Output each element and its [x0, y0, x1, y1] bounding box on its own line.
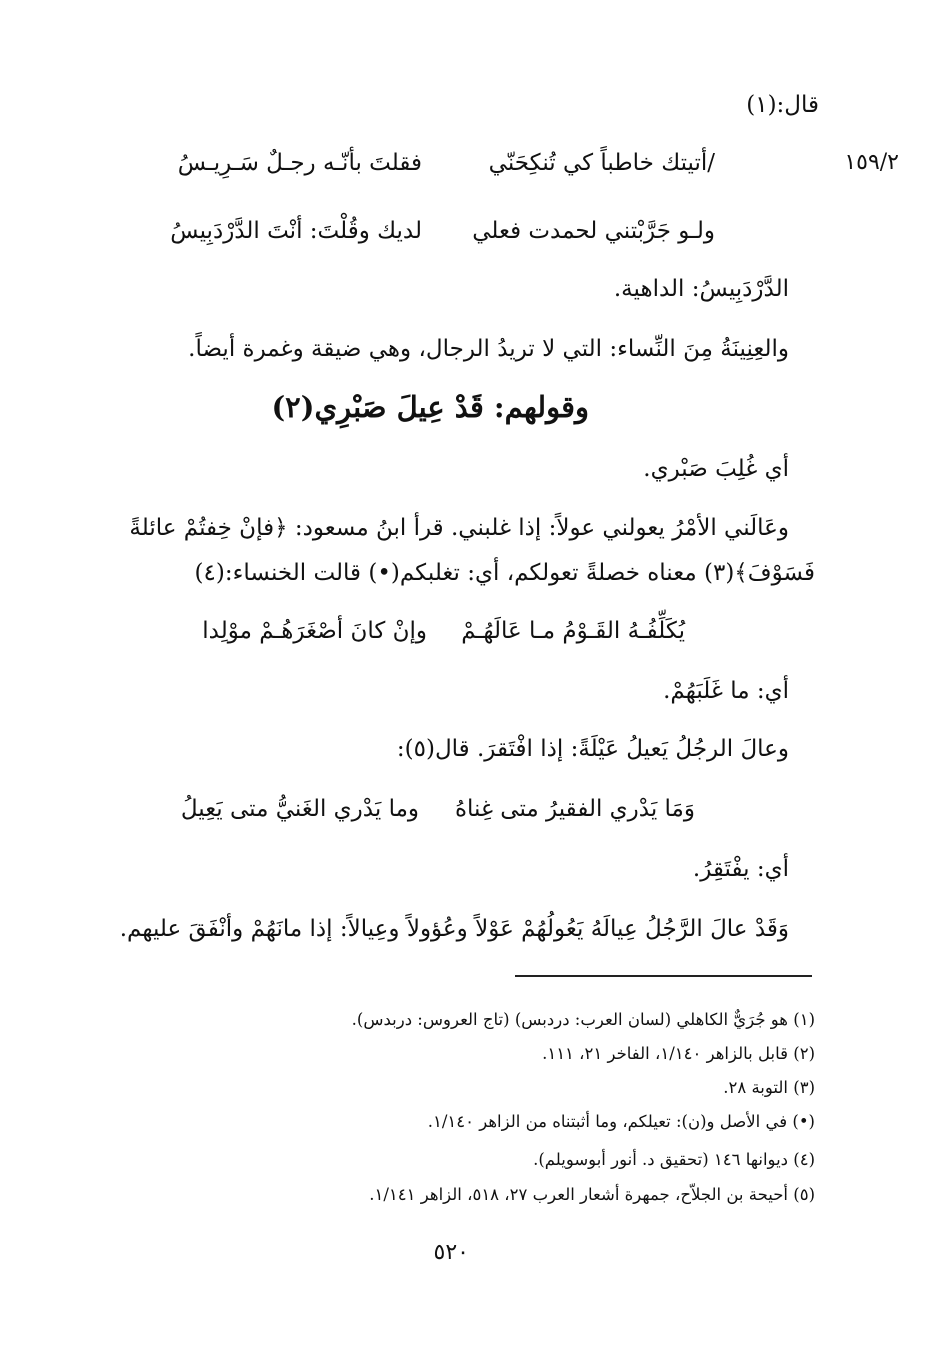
paragraph-5: أي: يفْتَقِرُ.	[692, 856, 789, 882]
footnote-1: (١) هو جُرَيٌّ الكاهلي (لسان العرب: دردبس) (تاج العروس: دربدس).	[351, 1010, 815, 1029]
verse3-first-hemistich: وَمَا يَدْري الفقيرُ متى غِناهُ	[454, 796, 695, 822]
verse1-line1-second-hemistich: فقلتَ بأنّـه رجـلٌ سَـرِيـسُ	[177, 150, 422, 176]
verse3-second-hemistich: وما يَدْري الغَنيُّ متى يَعِيلُ	[180, 796, 419, 822]
verse1-line2-second-hemistich: لديك وقُلْتَ: أنْتَ الدَّرْدَبِيسُ	[170, 218, 422, 244]
verse2-first-hemistich: يُكَلِّفُـهُ القَـوْمُ مـا عَالَهُـمْ	[461, 618, 685, 644]
footnote-2: (٢) قابل بالزاهر ١/١٤٠، الفاخر ٢١، ١١١.	[542, 1044, 815, 1063]
footnote-6: (٥) أحيحة بن الجلاّح، جمهرة أشعار العرب ٢٧، ٥١٨، الزاهر ١/١٤١.	[369, 1185, 815, 1204]
gloss-dardabis: الدَّرْدَبِيسُ: الداهية.	[613, 276, 789, 302]
footnote-4: (•) في الأصل و(ن): تعيلكم، وما أثبتناه من الزاهر ١/١٤٠.	[427, 1112, 815, 1131]
paragraph-6: وَقَدْ عالَ الرَّجُلُ عِيالَهُ يَعُولُهُمْ عَوْلاً وعُؤولاً وعِيالاً: إذا مانَهُمْ وأنْفَقَ عليهم.	[119, 916, 789, 942]
footnote-3: (٣) التوبة ٢٨.	[723, 1078, 815, 1097]
paragraph-4: وعالَ الرجُلُ يَعيلُ عَيْلَةً: إذا افْتَقرَ. قال(٥):	[396, 736, 789, 762]
footnote-5: (٤) ديوانها ١٤٦ (تحقيق د. أنور أبوسويلم).	[533, 1150, 815, 1169]
verse2-second-hemistich: وإنْ كانَ أصْغَرَهُـمْ موْلِدا	[202, 618, 427, 644]
gloss-aninah: والعِنِينَةُ مِنَ النِّساء: التي لا تريدُ الرجال، وهي ضيقة وغمرة أيضاً.	[188, 336, 789, 362]
paragraph-2-line2: فَسَوْفَ﴾(٣) معناه خصلةً تعولكم، أي: تغلبكم(•) قالت الخنساء:(٤)	[194, 560, 815, 586]
page-number: ٥٢٠	[433, 1240, 469, 1265]
verse1-line2-first-hemistich: ولـو جَرَّبْتني لحمدت فعلي	[472, 218, 715, 244]
intro-line: قال:(١)	[746, 92, 819, 118]
paragraph-1: أي غُلِبَ صَبْري.	[643, 456, 789, 482]
footnote-divider	[515, 975, 812, 977]
section-heading: وقولهم: قَدْ عِيلَ صَبْرِي(٢)	[271, 390, 589, 424]
verse1-line1-first-hemistich: /أتيتك خاطباً كي تُنكِحَنّي	[488, 150, 715, 176]
paragraph-3: أي: ما غَلَبَهُمْ.	[663, 678, 789, 704]
margin-marker: ١٥٩/٢	[844, 150, 899, 175]
paragraph-2-line1: وعَالَني الأمْرُ يعولني عولاً: إذا غلبني. قرأ ابنُ مسعود: ﴿فإنْ خِفتُمْ عائلةً	[129, 515, 789, 541]
